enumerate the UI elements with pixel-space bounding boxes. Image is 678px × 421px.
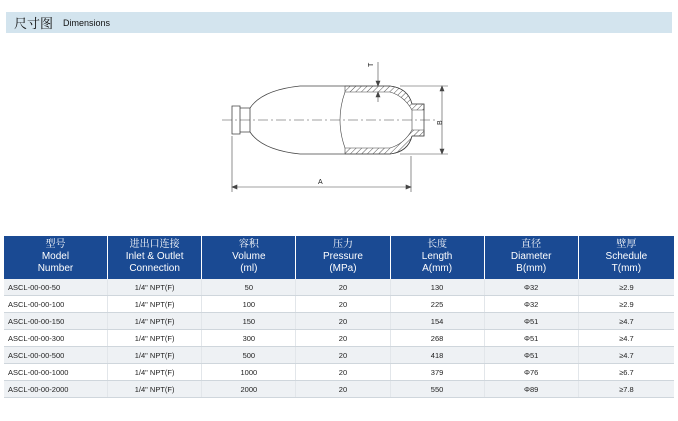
cell-model: ASCL-00-00-2000 [4,381,107,398]
dimension-t-label: T [368,62,375,67]
col-header-volume: 容积 Volume (ml) [202,236,296,279]
cell-pressure: 20 [296,330,390,347]
cell-connection: 1/4" NPT(F) [107,347,201,364]
cell-pressure: 20 [296,364,390,381]
col-header-schedule: 壁厚 Schedule T(mm) [578,236,674,279]
cell-length: 130 [390,279,484,296]
cell-length: 268 [390,330,484,347]
cell-length: 550 [390,381,484,398]
cell-connection: 1/4" NPT(F) [107,364,201,381]
cell-diameter: Φ32 [484,279,578,296]
cell-diameter: Φ76 [484,364,578,381]
table-row [4,330,674,347]
cell-schedule: ≥4.7 [578,347,674,364]
cell-volume: 500 [202,347,296,364]
col-header-diameter: 直径 Diameter B(mm) [484,236,578,279]
cell-diameter: Φ51 [484,330,578,347]
cell-diameter: Φ32 [484,296,578,313]
dimension-b-label: B [437,120,444,125]
cell-schedule: ≥2.9 [578,279,674,296]
table-row [4,347,674,364]
cell-connection: 1/4" NPT(F) [107,381,201,398]
cell-length: 418 [390,347,484,364]
table-row [4,296,674,313]
cell-pressure: 20 [296,313,390,330]
cell-volume: 2000 [202,381,296,398]
cell-pressure: 20 [296,347,390,364]
col-header-model: 型号 Model Number [4,236,107,279]
cell-schedule: ≥2.9 [578,296,674,313]
table-row [4,313,674,330]
section-title-en: Dimensions [63,17,111,28]
cell-schedule: ≥7.8 [578,381,674,398]
cell-schedule: ≥4.7 [578,313,674,330]
cell-schedule: ≥4.7 [578,330,674,347]
cell-connection: 1/4" NPT(F) [107,313,201,330]
cell-volume: 300 [202,330,296,347]
cell-schedule: ≥6.7 [578,364,674,381]
cell-model: ASCL-00-00-100 [4,296,107,313]
table-row [4,381,674,398]
table-row [4,279,674,296]
cell-pressure: 20 [296,279,390,296]
table-row [4,364,674,381]
cell-diameter: Φ89 [484,381,578,398]
cell-model: ASCL-00-00-150 [4,313,107,330]
cell-length: 154 [390,313,484,330]
cell-model: ASCL-00-00-300 [4,330,107,347]
cell-length: 379 [390,364,484,381]
cell-connection: 1/4" NPT(F) [107,330,201,347]
cell-model: ASCL-00-00-50 [4,279,107,296]
section-header [6,12,672,33]
dimension-drawing [0,40,678,200]
cell-volume: 150 [202,313,296,330]
dimension-t [376,62,380,102]
section-title-zh: 尺寸图 [14,17,54,32]
col-header-length: 长度 Length A(mm) [390,236,484,279]
col-header-pressure: 压力 Pressure (MPa) [296,236,390,279]
cell-volume: 1000 [202,364,296,381]
cell-length: 225 [390,296,484,313]
col-header-connection: 进出口连接 Inlet & Outlet Connection [107,236,201,279]
cylinder-drawing-svg [0,40,678,200]
spec-table [4,236,674,398]
cell-diameter: Φ51 [484,313,578,330]
cell-volume: 100 [202,296,296,313]
cell-volume: 50 [202,279,296,296]
cell-pressure: 20 [296,296,390,313]
cell-model: ASCL-00-00-500 [4,347,107,364]
cell-diameter: Φ51 [484,347,578,364]
cell-model: ASCL-00-00-1000 [4,364,107,381]
cell-connection: 1/4" NPT(F) [107,296,201,313]
cell-pressure: 20 [296,381,390,398]
dimension-a-label: A [318,179,323,186]
cell-connection: 1/4" NPT(F) [107,279,201,296]
table-header-row [4,236,674,279]
